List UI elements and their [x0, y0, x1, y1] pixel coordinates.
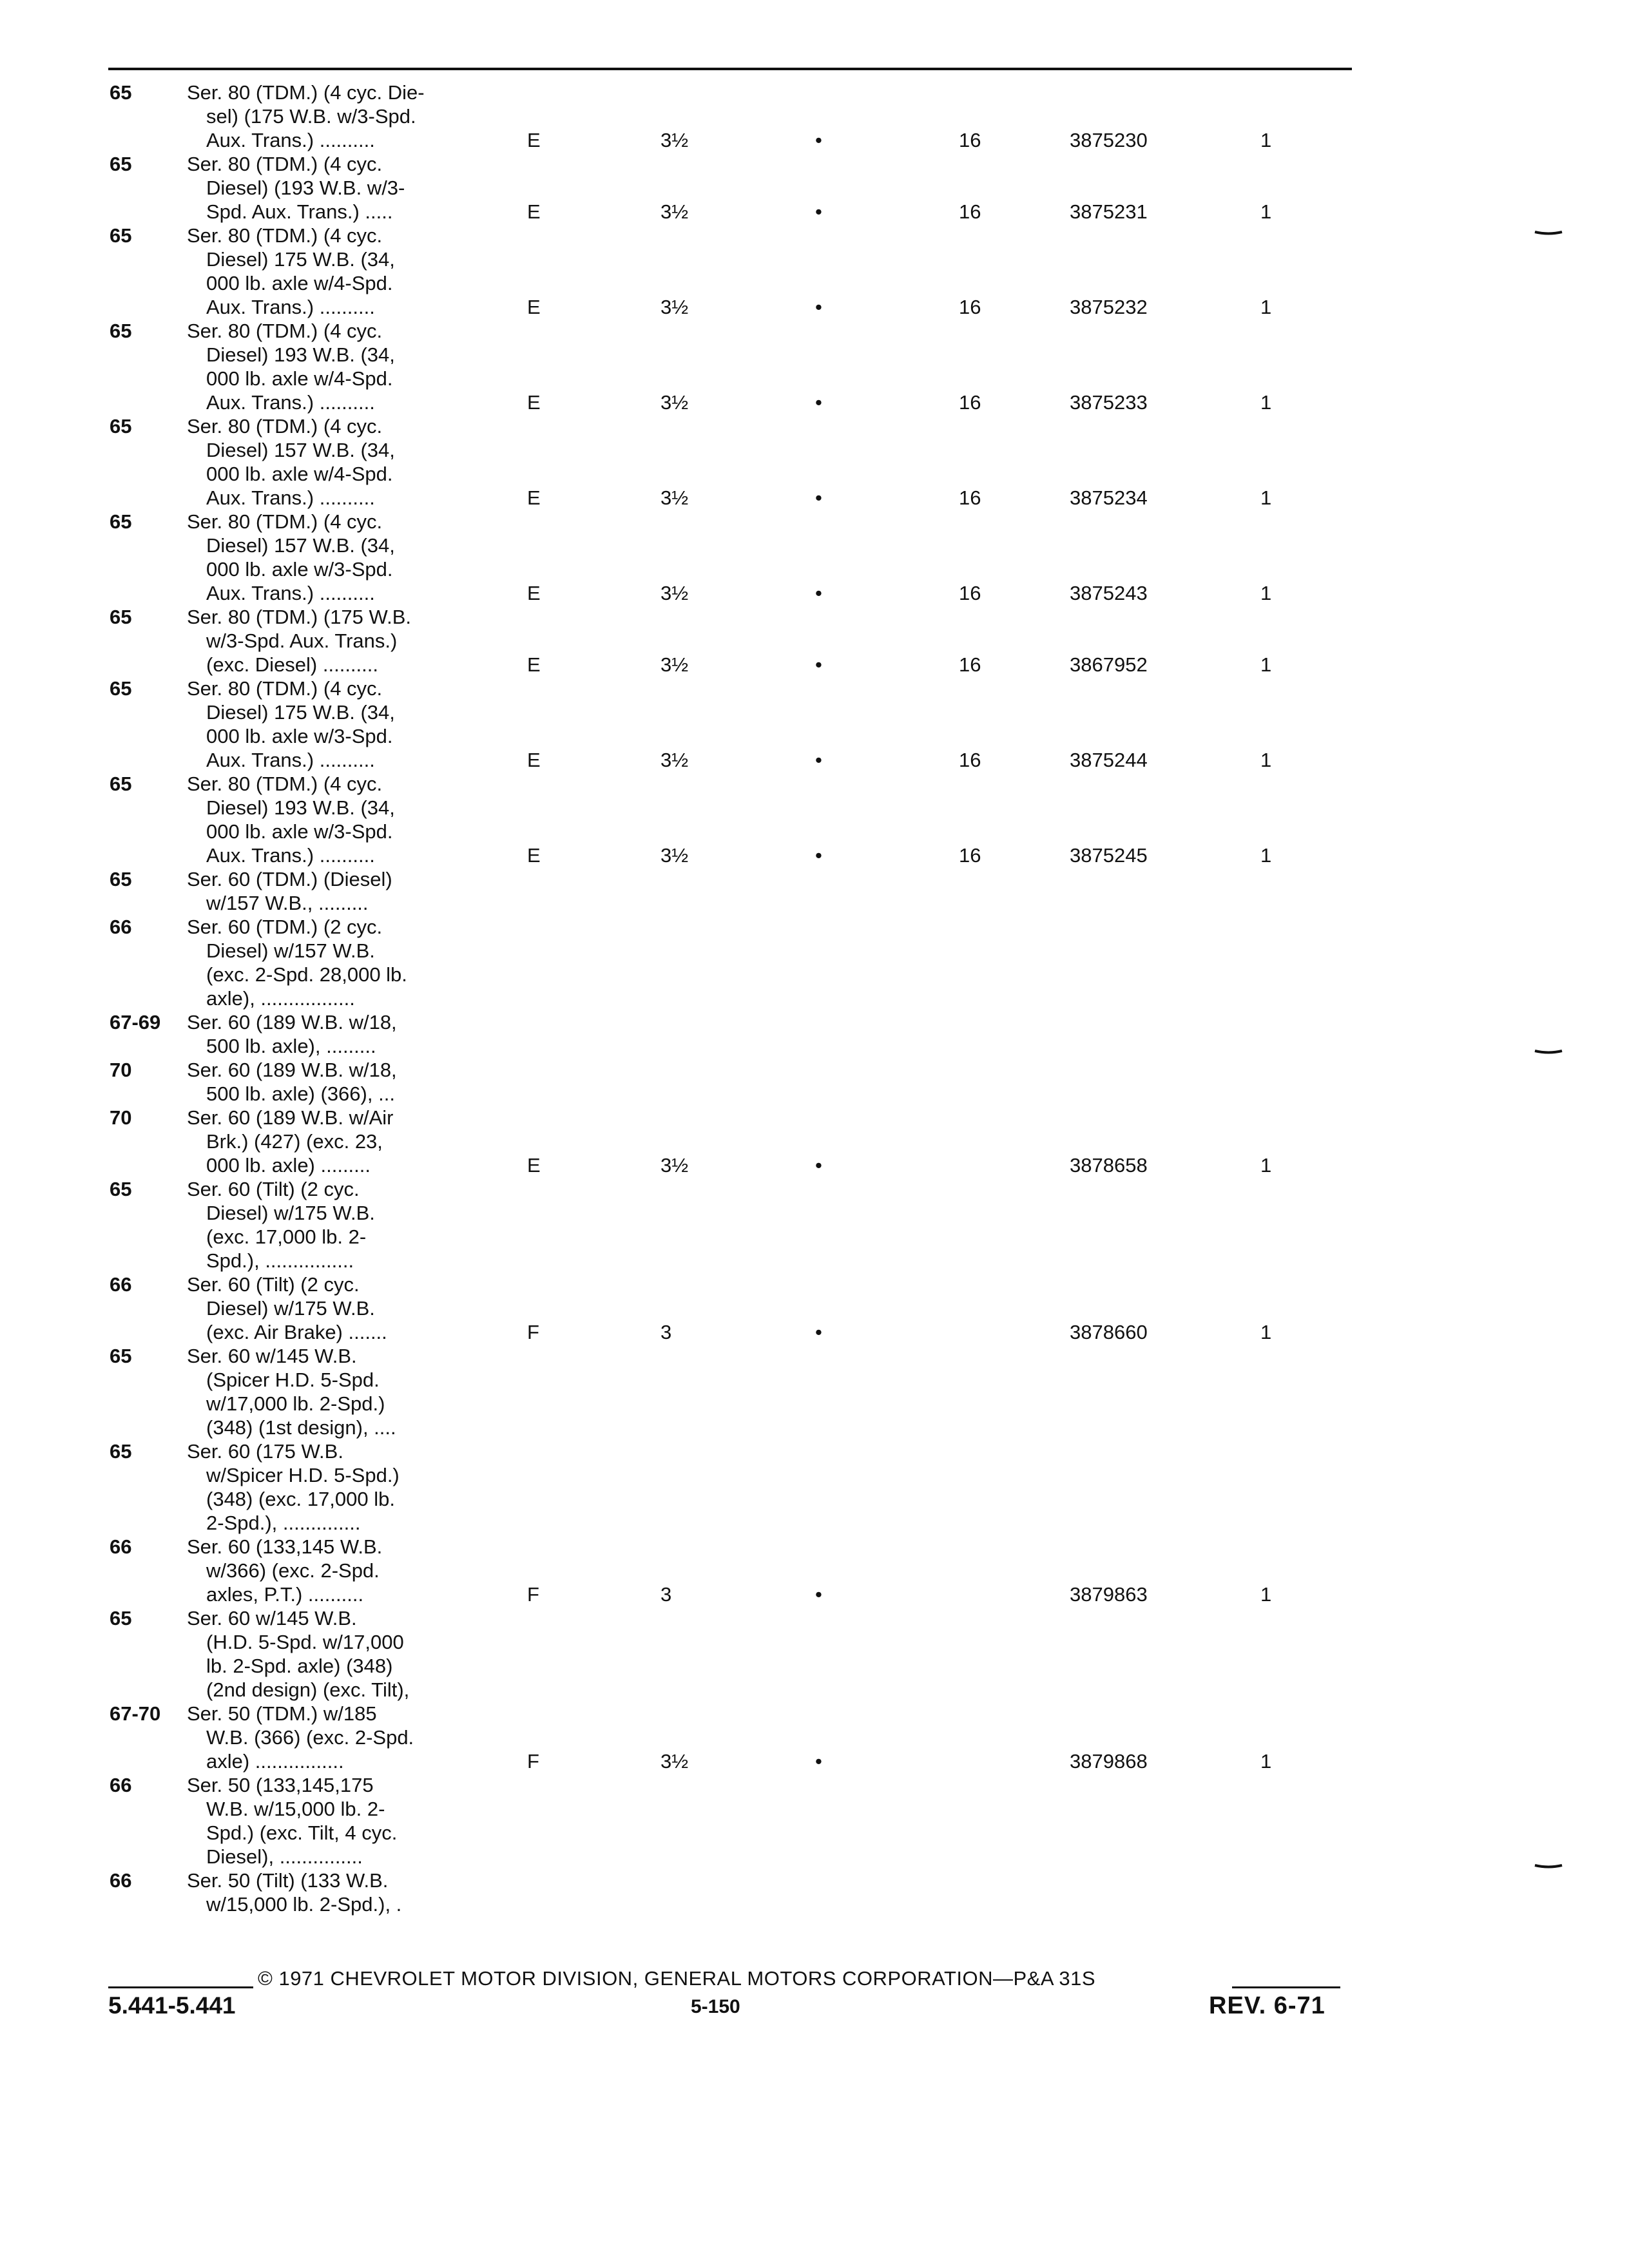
application-description	[187, 1273, 470, 1344]
description-line: W.B. (366) (exc. 2-Spd.	[206, 1726, 414, 1749]
model-year: 65	[110, 224, 132, 247]
spline-count: 16	[959, 749, 981, 771]
tube-diameter: 3½	[660, 1750, 689, 1773]
description-line: Ser. 60 (TDM.) (Diesel)	[187, 868, 392, 890]
model-year: 70	[110, 1106, 132, 1129]
model-year: 66	[110, 916, 132, 938]
quantity: 1	[1260, 749, 1272, 771]
description-line: Ser. 50 (TDM.) w/185	[187, 1702, 377, 1725]
asterisk-mark: •	[815, 844, 822, 867]
model-year: 65	[110, 1440, 132, 1463]
shaft-type: E	[527, 844, 541, 867]
description-line: Aux. Trans.) ..........	[206, 296, 375, 318]
spline-count: 16	[959, 200, 981, 223]
description-line: w/15,000 lb. 2-Spd.), .	[206, 1893, 402, 1916]
part-number: 3875232	[1070, 296, 1148, 318]
description-line: (exc. Air Brake) .......	[206, 1321, 387, 1343]
part-number: 3875230	[1070, 129, 1148, 151]
description-line: Diesel) (193 W.B. w/3-	[206, 177, 405, 199]
description-line: Diesel) w/157 W.B.	[206, 939, 375, 962]
application-description	[187, 1535, 470, 1606]
description-line: 000 lb. axle w/4-Spd.	[206, 463, 393, 485]
quantity: 1	[1260, 1321, 1272, 1343]
model-year: 65	[110, 606, 132, 628]
tube-diameter: 3	[660, 1321, 672, 1343]
description-line: w/Spicer H.D. 5-Spd.)	[206, 1464, 400, 1486]
model-year: 65	[110, 510, 132, 533]
description-line: Ser. 80 (TDM.) (4 cyc.	[187, 320, 383, 342]
description-line: Ser. 60 (TDM.) (2 cyc.	[187, 916, 383, 938]
footer-rule-right	[1232, 1986, 1340, 1988]
description-line: Aux. Trans.) ..........	[206, 749, 375, 771]
description-line: Ser. 80 (TDM.) (4 cyc.	[187, 773, 383, 795]
description-line: (348) (exc. 17,000 lb.	[206, 1488, 395, 1510]
description-line: sel) (175 W.B. w/3-Spd.	[206, 105, 416, 128]
description-line: Ser. 80 (TDM.) (4 cyc.	[187, 510, 383, 533]
part-number: 3878658	[1070, 1154, 1148, 1177]
description-line: 000 lb. axle w/3-Spd.	[206, 558, 393, 581]
model-year: 66	[110, 1273, 132, 1296]
description-line: Ser. 60 (175 W.B.	[187, 1440, 343, 1463]
description-line: Ser. 60 (189 W.B. w/18,	[187, 1059, 397, 1081]
model-year: 67-69	[110, 1011, 161, 1033]
application-description	[187, 1606, 470, 1702]
shaft-type: F	[527, 1321, 539, 1343]
quantity: 1	[1260, 486, 1272, 509]
tube-diameter: 3½	[660, 486, 689, 509]
part-number: 3875234	[1070, 486, 1148, 509]
tube-diameter: 3½	[660, 844, 689, 867]
model-year: 65	[110, 81, 132, 104]
model-year: 67-70	[110, 1702, 161, 1725]
description-line: 000 lb. axle w/4-Spd.	[206, 272, 393, 294]
description-line: Aux. Trans.) ..........	[206, 129, 375, 151]
description-line: Ser. 60 (Tilt) (2 cyc.	[187, 1273, 360, 1296]
description-line: Ser. 80 (TDM.) (4 cyc.	[187, 153, 383, 175]
model-year: 65	[110, 1345, 132, 1367]
quantity: 1	[1260, 582, 1272, 604]
application-description	[187, 1058, 470, 1106]
part-number: 3875233	[1070, 391, 1148, 414]
description-line: Ser. 80 (TDM.) (4 cyc. Die-	[187, 81, 425, 104]
spline-count: 16	[959, 391, 981, 414]
description-line: Ser. 60 (133,145 W.B.	[187, 1535, 383, 1558]
description-line: Diesel), ...............	[206, 1845, 363, 1868]
application-description	[187, 772, 470, 867]
description-line: Brk.) (427) (exc. 23,	[206, 1130, 383, 1153]
model-year: 65	[110, 677, 132, 700]
description-line: 000 lb. axle w/3-Spd.	[206, 725, 393, 747]
application-description	[187, 915, 470, 1010]
shaft-type: E	[527, 582, 541, 604]
description-line: 000 lb. axle w/3-Spd.	[206, 820, 393, 843]
asterisk-mark: •	[815, 200, 822, 223]
spline-count: 16	[959, 844, 981, 867]
description-line: Spd. Aux. Trans.) .....	[206, 200, 393, 223]
tube-diameter: 3½	[660, 129, 689, 151]
description-line: axle), .................	[206, 987, 355, 1010]
description-line: Ser. 60 (189 W.B. w/Air	[187, 1106, 394, 1129]
application-description	[187, 152, 470, 224]
model-year: 65	[110, 868, 132, 890]
part-number: 3875243	[1070, 582, 1148, 604]
part-number: 3875245	[1070, 844, 1148, 867]
quantity: 1	[1260, 653, 1272, 676]
asterisk-mark: •	[815, 1154, 822, 1177]
description-line: Diesel) 157 W.B. (34,	[206, 534, 395, 557]
binding-mark	[1534, 1863, 1563, 1870]
description-line: (348) (1st design), ....	[206, 1416, 396, 1439]
description-line: Diesel) w/175 W.B.	[206, 1297, 375, 1320]
tube-diameter: 3	[660, 1583, 672, 1606]
description-line: 2-Spd.), ..............	[206, 1512, 361, 1534]
tube-diameter: 3½	[660, 391, 689, 414]
application-description	[187, 81, 470, 152]
shaft-type: E	[527, 1154, 541, 1177]
part-number: 3875244	[1070, 749, 1148, 771]
asterisk-mark: •	[815, 129, 822, 151]
description-line: Ser. 50 (Tilt) (133 W.B.	[187, 1869, 389, 1892]
application-description	[187, 1106, 470, 1177]
quantity: 1	[1260, 1583, 1272, 1606]
description-line: w/366) (exc. 2-Spd.	[206, 1559, 380, 1582]
model-year: 65	[110, 1607, 132, 1629]
application-description	[187, 1439, 470, 1535]
footer-rule-left	[108, 1986, 253, 1988]
model-year: 66	[110, 1774, 132, 1796]
quantity: 1	[1260, 844, 1272, 867]
application-description	[187, 677, 470, 772]
description-line: Ser. 80 (TDM.) (4 cyc.	[187, 677, 383, 700]
application-description	[187, 1773, 470, 1869]
description-line: Aux. Trans.) ..........	[206, 582, 375, 604]
tube-diameter: 3½	[660, 653, 689, 676]
description-line: W.B. w/15,000 lb. 2-	[206, 1798, 385, 1820]
shaft-type: F	[527, 1583, 539, 1606]
tube-diameter: 3½	[660, 1154, 689, 1177]
application-description	[187, 1702, 470, 1773]
tube-diameter: 3½	[660, 582, 689, 604]
description-line: Aux. Trans.) ..........	[206, 391, 375, 414]
model-year: 65	[110, 415, 132, 437]
description-line: w/3-Spd. Aux. Trans.)	[206, 629, 398, 652]
asterisk-mark: •	[815, 1583, 822, 1606]
asterisk-mark: •	[815, 391, 822, 414]
tube-diameter: 3½	[660, 296, 689, 318]
shaft-type: E	[527, 200, 541, 223]
shaft-type: E	[527, 653, 541, 676]
model-year: 66	[110, 1869, 132, 1892]
quantity: 1	[1260, 1750, 1272, 1773]
asterisk-mark: •	[815, 653, 822, 676]
quantity: 1	[1260, 1154, 1272, 1177]
shaft-type: E	[527, 749, 541, 771]
description-line: Ser. 80 (TDM.) (175 W.B.	[187, 606, 411, 628]
description-line: axles, P.T.) ..........	[206, 1583, 364, 1606]
model-year: 65	[110, 773, 132, 795]
description-line: Ser. 60 w/145 W.B.	[187, 1607, 357, 1629]
page-number: 5-150	[691, 1996, 740, 2017]
tube-diameter: 3½	[660, 200, 689, 223]
part-number: 3879868	[1070, 1750, 1148, 1773]
application-description	[187, 510, 470, 605]
asterisk-mark: •	[815, 1321, 822, 1343]
asterisk-mark: •	[815, 486, 822, 509]
application-description	[187, 1010, 470, 1058]
model-year: 65	[110, 153, 132, 175]
application-description	[187, 605, 470, 677]
description-line: w/157 W.B., .........	[206, 892, 369, 914]
model-year: 66	[110, 1535, 132, 1558]
description-line: Diesel) 157 W.B. (34,	[206, 439, 395, 461]
application-description	[187, 414, 470, 510]
application-description	[187, 1869, 470, 1916]
asterisk-mark: •	[815, 1750, 822, 1773]
description-line: 500 lb. axle) (366), ...	[206, 1082, 395, 1105]
description-line: Ser. 80 (TDM.) (4 cyc.	[187, 224, 383, 247]
section-reference: 5.441-5.441	[108, 1992, 236, 2019]
application-description	[187, 867, 470, 915]
binding-mark	[1534, 1049, 1563, 1055]
application-description	[187, 1344, 470, 1439]
model-year: 65	[110, 1178, 132, 1200]
spline-count: 16	[959, 129, 981, 151]
part-number: 3867952	[1070, 653, 1148, 676]
description-line: Diesel) 175 W.B. (34,	[206, 701, 395, 724]
description-line: Spd.), ................	[206, 1249, 354, 1272]
description-line: 000 lb. axle w/4-Spd.	[206, 367, 393, 390]
copyright-notice: © 1971 CHEVROLET MOTOR DIVISION, GENERAL MOTORS CORPORATION—P&A 31S	[258, 1967, 1096, 1990]
description-line: (exc. Diesel) ..........	[206, 653, 378, 676]
part-number: 3879863	[1070, 1583, 1148, 1606]
quantity: 1	[1260, 296, 1272, 318]
description-line: (2nd design) (exc. Tilt),	[206, 1678, 410, 1701]
binding-mark	[1534, 230, 1563, 236]
shaft-type: E	[527, 391, 541, 414]
description-line: Ser. 60 (189 W.B. w/18,	[187, 1011, 397, 1033]
part-number: 3875231	[1070, 200, 1148, 223]
quantity: 1	[1260, 200, 1272, 223]
spline-count: 16	[959, 653, 981, 676]
shaft-type: F	[527, 1750, 539, 1773]
quantity: 1	[1260, 391, 1272, 414]
part-number: 3878660	[1070, 1321, 1148, 1343]
asterisk-mark: •	[815, 296, 822, 318]
shaft-type: E	[527, 296, 541, 318]
description-line: lb. 2-Spd. axle) (348)	[206, 1655, 393, 1677]
description-line: (H.D. 5-Spd. w/17,000	[206, 1631, 404, 1653]
description-line: w/17,000 lb. 2-Spd.)	[206, 1392, 385, 1415]
shaft-type: E	[527, 486, 541, 509]
description-line: Aux. Trans.) ..........	[206, 486, 375, 509]
application-description	[187, 319, 470, 414]
tube-diameter: 3½	[660, 749, 689, 771]
quantity: 1	[1260, 129, 1272, 151]
revision-label: REV. 6-71	[1209, 1992, 1325, 2019]
asterisk-mark: •	[815, 749, 822, 771]
description-line: 000 lb. axle) .........	[206, 1154, 371, 1177]
description-line: Aux. Trans.) ..........	[206, 844, 375, 867]
spline-count: 16	[959, 296, 981, 318]
description-line: Ser. 60 (Tilt) (2 cyc.	[187, 1178, 360, 1200]
spline-count: 16	[959, 486, 981, 509]
description-line: Ser. 50 (133,145,175	[187, 1774, 374, 1796]
shaft-type: E	[527, 129, 541, 151]
description-line: (Spicer H.D. 5-Spd.	[206, 1369, 380, 1391]
description-line: (exc. 17,000 lb. 2-	[206, 1225, 367, 1248]
description-line: Diesel) 193 W.B. (34,	[206, 343, 395, 366]
top-rule	[108, 68, 1352, 70]
description-line: (exc. 2-Spd. 28,000 lb.	[206, 963, 407, 986]
description-line: Ser. 80 (TDM.) (4 cyc.	[187, 415, 383, 437]
spline-count: 16	[959, 582, 981, 604]
description-line: Diesel) w/175 W.B.	[206, 1202, 375, 1224]
description-line: Diesel) 193 W.B. (34,	[206, 796, 395, 819]
application-description	[187, 1177, 470, 1273]
model-year: 65	[110, 320, 132, 342]
asterisk-mark: •	[815, 582, 822, 604]
description-line: Spd.) (exc. Tilt, 4 cyc.	[206, 1821, 398, 1844]
description-line: axle) ................	[206, 1750, 344, 1773]
description-line: Diesel) 175 W.B. (34,	[206, 248, 395, 271]
application-description	[187, 224, 470, 319]
description-line: 500 lb. axle), .........	[206, 1035, 376, 1057]
model-year: 70	[110, 1059, 132, 1081]
description-line: Ser. 60 w/145 W.B.	[187, 1345, 357, 1367]
